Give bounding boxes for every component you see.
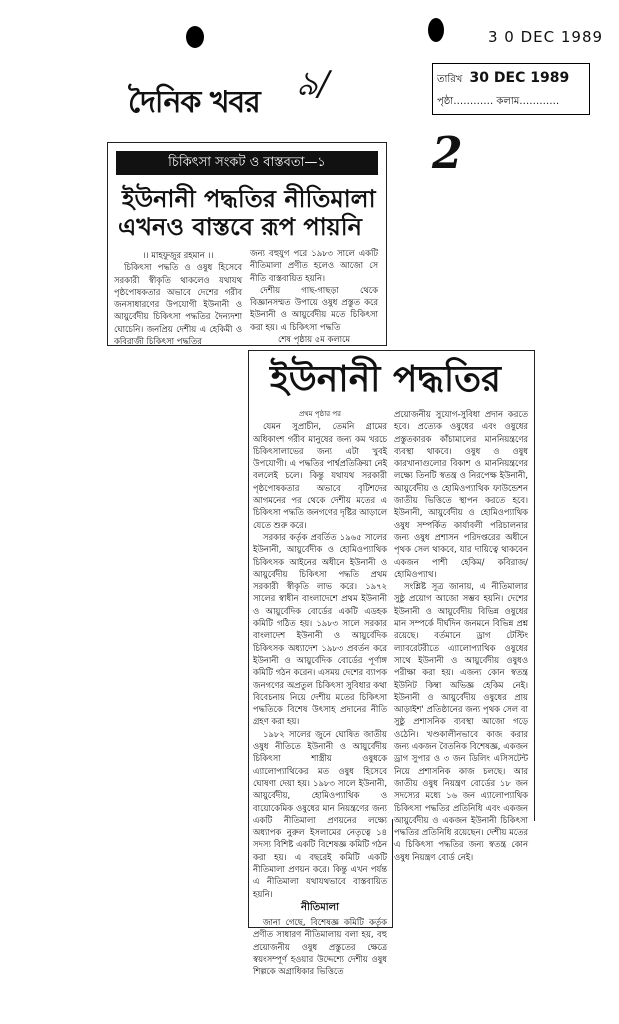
headline: ইউনানী পদ্ধতির নীতিমালা <box>122 185 376 213</box>
article-2 <box>248 350 535 977</box>
subheading: নীতিমালা <box>301 901 339 913</box>
continued-note: প্রথম পৃষ্ঠার পর <box>299 410 341 418</box>
series-banner: চিকিৎসা সংকট ও বাস্তবতা—১ <box>116 151 378 175</box>
ink-blot <box>186 26 204 48</box>
article-column <box>394 408 528 863</box>
paragraph: সরকার কর্তৃক প্রবর্তিত ১৯৬৫ সালের ইউনানী, আয়ুর্বেদীক ও হোমিওপ্যাথিক চিকিৎসক আইনের অধীনে ইউনানী ও আয়ুর্বেদীয় চিকিৎসা পদ্ধতি প্রথম সরকারী স্বীকৃতি লাভ করে। ১৯৭২ সালের স্বাধীন বাংলাদেশে প্রথম ইউনানী ও আয়ুর্বেদিক বোর্ডের একটি এডহক কমিটি গঠিত হয়। ১৯৮৩ সালে সরকার বাংলাদেশ ইউনানী ও আয়ুর্বেদিক চিকিৎসক অধ্যাদেশ ১৯৮৩ প্রবর্তন করে ইউনানী ও আয়ুর্বেদিক বোর্ডের পূর্ণাঙ্গ কমিটি গঠন করেন। এসময় দেশের ব্যাপক জনগণের অপ্রতুল চিকিৎসা সুবিধার কথা বিবেচনায় নিয়ে দেশীয় মতের চিকিৎসা পদ্ধতিকে বিশেষ উৎসাহ প্রদানের নীতি গ্রহণ করা হয়। <box>253 531 387 727</box>
byline: ।। মাহফুজুর রহমান ।। <box>142 250 214 260</box>
paragraph: যেমন সুপ্রাচীন, তেমনি গ্রামের অধিকাংশ গরীব মানুষের জন্য কম খরচে চিকিৎসালাভের জন্য এটা খুবই উপযোগী। এ পদ্ধতির পার্শ্বপ্রতিক্রিয়া নেই বললেই চলে। কিন্তু যথাযথ সরকারী পৃষ্ঠপোষকতার অভাবে বৃটিশদের আগমনের পর থেকে দেশীয় মতের এ চিকিৎসা পদ্ধতি জনগণের দৃষ্টির আড়ালে যেতে শুরু করে। <box>253 421 387 530</box>
page-label: পৃষ্ঠা <box>437 96 454 107</box>
paragraph: চিকিৎসা পদ্ধতি ও ওষুধ হিসেবে সরকারী স্বীকৃতি থাকলেও যথাযথ পৃষ্ঠপোষকতার অভাবে দেশের গরীব জনসাধারণের উপযোগী ইউনানী ও আয়ুর্বেদীয় চিকিৎসা পদ্ধতির দৈন্যদশা ঘোচেনি। জনপ্রিয় দেশীয় এ হেকিমী ও কবিরাজী চিকিৎসা পদ্ধতির <box>114 262 242 347</box>
handwritten-number: 2 <box>432 128 463 179</box>
paragraph: সংশ্লিষ্ট সূত্র জানায়, এ নীতিমালার সুষ্ঠু প্রয়োগ আজো সম্ভব হয়নি। দেশের ইউনানী ও আয়ুর্বেদীয় বিভিন্ন ওষুধের মান সম্পর্কে দীর্ঘদিন জনমনে বিভিন্ন প্রশ্ন রয়েছে। বর্তমানে ড্রাগ টেস্টিং ল্যাবরেটরীতে এ্যালোপ্যাথিক ওষুধের সাথে ইউনানী ও আয়ুর্বেদীয় ওষুধও পরীক্ষা করা হয়। এজন্য কোন স্বতন্ত্র ইউনিট কিম্বা অভিজ্ঞ হেকিম নেই। ইউনানী ও আয়ুর্বেদীয় ওষুধের প্রায় আড়াইশ' প্রতিষ্ঠানের জন্য পৃথক সেল বা সুষ্ঠু প্রশাসনিক ব্যবস্থা আজো গড়ে ওঠেনি। খণ্ডকালীনভাবে কাজ করার জন্য একজন বৈতনিক বিশেষজ্ঞ, একজন ড্রাগ সুপার ও ৩ জন ডিলিং এসিসটেন্ট নিয়ে প্রশাসনিক কাজ চলছে। আর জাতীয় ওষুধ নিয়ন্ত্রণ বোর্ডের ১৮ জন সদস্যের মধ্যে ১৬ জন এ্যালোপ্যাথিক চিকিৎসা পদ্ধতির প্রতিনিধি এবং একজন আয়ুর্বেদীয় ও একজন ইউনানী চিকিৎসা পদ্ধতির প্রতিনিধি রয়েছেন। দেশীয় মতের এ চিকিৎসা পদ্ধতির জন্য স্বতন্ত্র কোন ওষুধ নিয়ন্ত্রণ বোর্ড নেই। <box>394 581 528 862</box>
article-column <box>250 247 378 345</box>
paragraph: দেশীয় গাছ-গাছড়া থেকে বিজ্ঞানসম্মত উপায়ে ওষুধ প্রস্তুত করে ইউনানী ও আয়ুর্বেদীয় মতে চিকিৎসা করা হয়। এ চিকিৎসা পদ্ধতি <box>250 284 378 332</box>
date-label: তারিখ <box>437 74 463 85</box>
article-clipping-1 <box>107 142 387 346</box>
date-stamp: 3 0 DEC 1989 <box>488 28 604 46</box>
paragraph: ১৯৮২ সালের জুনে ঘোষিত জাতীয় ওষুধ নীতিতে ইউনানী ও আয়ুর্বেদীয় চিকিৎসা শাস্ত্রীয় ওষুধকে এ্যালোপ্যাথিকের মত ওষুধ হিসেবে ঘোষণা দেয়া হয়। ১৯৮৩ সালে ইউনানী, আয়ুর্বেদীয়, হোমিওপ্যাথিক ও বায়োকেমিক ওষুধের মান নিয়ন্ত্রণের জন্য একটি নীতিমালা প্রণয়নের লক্ষ্যে অধ্যাপক নুরুল ইসলামের নেতৃত্বে ১৪ সদস্য বিশিষ্ট একটি বিশেষজ্ঞ কমিটি গঠন করা হয়। এ বছরেই কমিটি একটি নীতিমালা প্রণয়ন করে। কিন্তু এখন পর্যন্ত এ নীতিমালা যথাযথভাবে বাস্তবায়িত হয়নি। <box>253 728 387 899</box>
headline: ইউনানী পদ্ধতির <box>270 359 501 400</box>
headline: এখনও বাস্তবে রূপ পায়নি <box>118 213 363 241</box>
article-column <box>114 249 242 347</box>
continued-note: শেষ পৃষ্ঠায় ৫ম কলামে <box>277 334 351 345</box>
column-label: কলাম <box>496 96 520 107</box>
paragraph: প্রয়োজনীয় সুযোগ-সুবিধা প্রদান করতে হবে। প্রত্যেক ওষুধের এবং ওষুধের প্রস্তুতকারক কাঁচামালের মাননিয়ন্ত্রণের ব্যবস্থা থাকবে। ওষুধ ও ওষুধ কারখানাগুলোর বিকাশ ও মাননিয়ন্ত্রণের লক্ষ্যে তিনটি স্বতন্ত্র ও নিরপেক্ষ ইউনানী, আয়ুর্বেদীয় ও হোমিওপ্যাথিক ফাউন্ডেশন জাতীয় ভিত্তিতে স্থাপন করতে হবে। ইউনানী, আয়ুর্বেদীয় ও হোমিওপ্যাথিক ওষুধ সম্পর্কিত কার্যাবলী পরিচালনার জন্য ওষুধ প্রশাসন পরিদপ্তরের অধীনে পৃথক সেল থাকবে, যার দায়িত্বে থাকবেন একজন পাশী হেকিম/ কবিরাজ/ হোমিওপ্যাথ। <box>394 409 528 579</box>
handwritten-mark: ৯/ <box>296 64 330 104</box>
paragraph: জানা গেছে, বিশেষজ্ঞ কমিটি কর্তৃক প্রণীত সাধারণ নীতিমালায় বলা হয়, বহু প্রয়োজনীয় ওষুধ প্রস্তুতের ক্ষেত্রে স্বয়ংসম্পূর্ণ হওয়ার উদ্দেশ্যে দেশীয় ওষুধ শিল্পকে অগ্রাধিকার ভিত্তিতে <box>253 917 387 977</box>
newspaper-masthead: দৈনিক খবর <box>128 85 260 120</box>
date-value: 30 DEC 1989 <box>469 70 570 86</box>
ink-blot <box>428 18 444 42</box>
archive-stamp: তারিখ 30 DEC 1989 পৃষ্ঠা………… কলাম………… <box>432 63 590 115</box>
article-column <box>253 408 387 978</box>
paragraph: জন্য বহুযুগ পরে ১৯৮৩ সালে একটি নীতিমালা প্রণীত হলেও আজো সে নীতি বাস্তবায়িত হয়নি। <box>250 248 378 283</box>
